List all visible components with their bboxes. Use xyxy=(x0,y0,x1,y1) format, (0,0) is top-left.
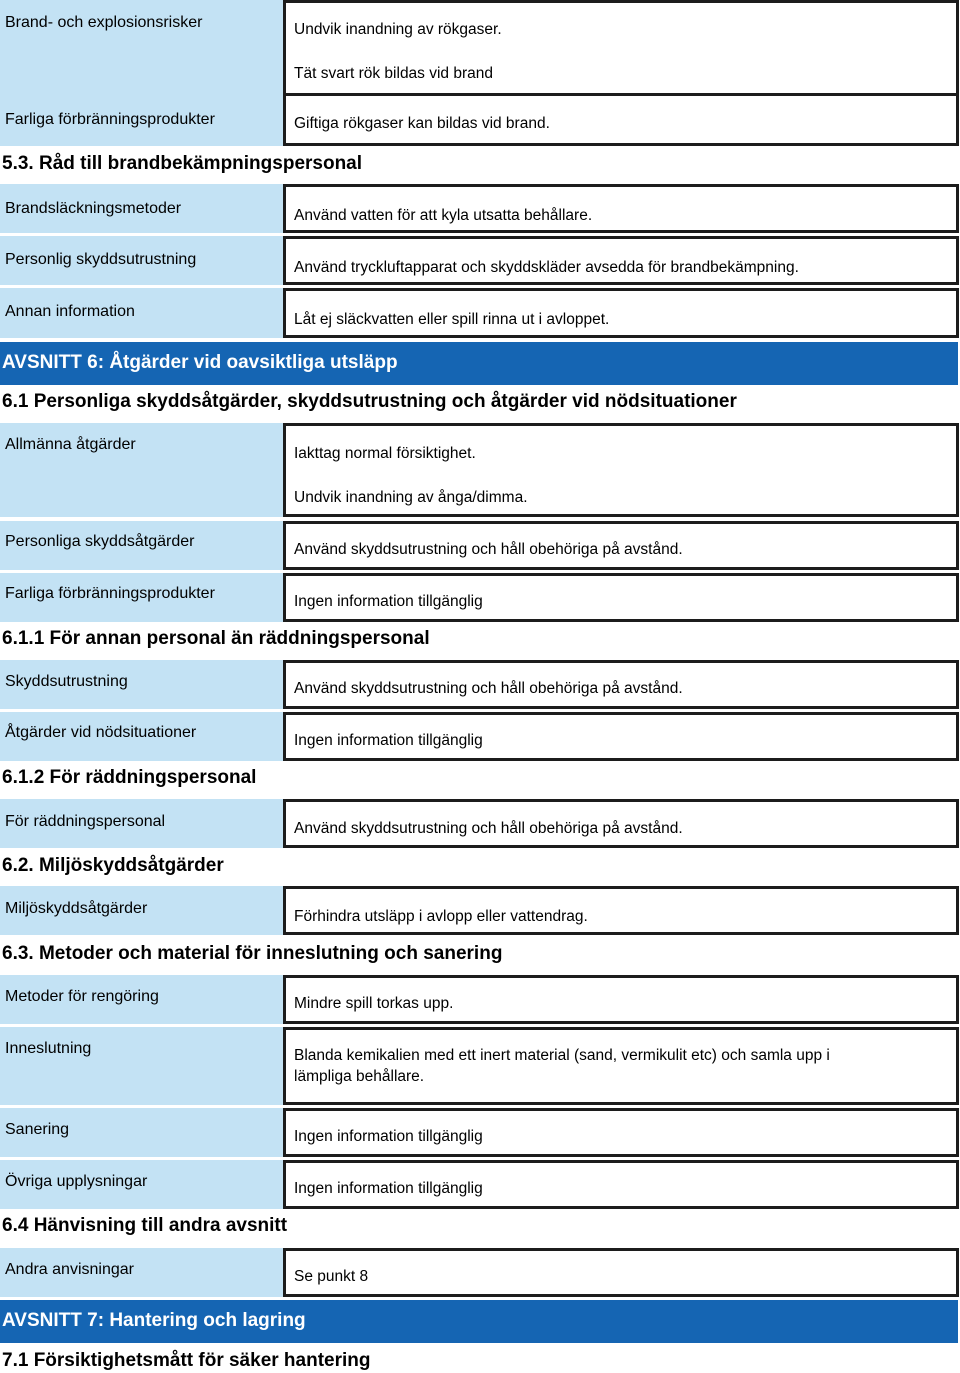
subheading: 6.1 Personliga skyddsåtgärder, skyddsutrustning och åtgärder vid nödsituationer xyxy=(2,391,737,412)
row-value-line: Ingen information tillgänglig xyxy=(294,732,483,749)
row-label: Inneslutning xyxy=(0,1027,283,1105)
row-value-line: Ingen information tillgänglig xyxy=(294,1128,483,1145)
row-value-line: Förhindra utsläpp i avlopp eller vattendrag. xyxy=(294,908,588,925)
row-value-line: Ingen information tillgänglig xyxy=(294,593,483,610)
row-label: För räddningspersonal xyxy=(0,799,283,848)
row-value-line: Använd skyddsutrustning och håll obehöriga på avstånd. xyxy=(294,680,683,697)
section-header: AVSNITT 6: Åtgärder vid oavsiktliga utsläpp xyxy=(0,342,958,385)
subheading: 6.3. Metoder och material för inneslutning och sanering xyxy=(2,943,503,964)
row-value xyxy=(283,1248,959,1297)
row-value-line: Undvik inandning av rökgaser. xyxy=(294,21,502,38)
row-value-line: Använd vatten för att kyla utsatta behållare. xyxy=(294,207,593,224)
row-label: Miljöskyddsåtgärder xyxy=(0,886,283,935)
row-value-line: Mindre spill torkas upp. xyxy=(294,995,454,1012)
row-label: Övriga upplysningar xyxy=(0,1160,283,1209)
row-value xyxy=(283,1027,959,1105)
row-value xyxy=(283,573,959,622)
row-label: Annan information xyxy=(0,288,283,338)
row-value xyxy=(283,423,959,517)
row-value-line: Använd skyddsutrustning och håll obehöriga på avstånd. xyxy=(294,820,683,837)
subheading: 6.1.1 För annan personal än räddningspersonal xyxy=(2,628,430,649)
row-label: Farliga förbränningsprodukter xyxy=(0,96,283,146)
row-value xyxy=(283,975,959,1024)
row-label: Skyddsutrustning xyxy=(0,660,283,709)
row-label: Sanering xyxy=(0,1108,283,1157)
row-value xyxy=(283,288,959,338)
row-value-line: Giftiga rökgaser kan bildas vid brand. xyxy=(294,115,550,132)
row-label: Personliga skyddsåtgärder xyxy=(0,521,283,570)
row-value xyxy=(283,236,959,285)
row-label: Andra anvisningar xyxy=(0,1248,283,1297)
row-value xyxy=(283,712,959,761)
subheading: 6.2. Miljöskyddsåtgärder xyxy=(2,855,224,876)
row-label: Farliga förbränningsprodukter xyxy=(0,573,283,622)
subheading: 5.3. Råd till brandbekämpningspersonal xyxy=(2,153,363,174)
row-value-line: Använd tryckluftapparat och skyddskläder avsedda för brandbekämpning. xyxy=(294,259,799,276)
row-value xyxy=(283,1108,959,1157)
row-label: Åtgärder vid nödsituationer xyxy=(0,712,283,761)
row-value xyxy=(283,521,959,570)
row-value-line: Blanda kemikalien med ett inert material (sand, vermikulit etc) och samla upp i xyxy=(294,1047,830,1064)
row-value-line: lämpliga behållare. xyxy=(294,1068,425,1085)
row-label: Brandsläckningsmetoder xyxy=(0,184,283,233)
row-value-line: Använd skyddsutrustning och håll obehöriga på avstånd. xyxy=(294,541,683,558)
row-value xyxy=(283,660,959,709)
row-value xyxy=(283,799,959,848)
subheading: 7.1 Försiktighetsmått för säker hantering xyxy=(2,1350,371,1371)
row-value-line: Tät svart rök bildas vid brand xyxy=(294,65,494,82)
row-value xyxy=(283,96,959,146)
row-value xyxy=(283,1160,959,1209)
row-value-line: Undvik inandning av ånga/dimma. xyxy=(294,489,528,506)
section-header: AVSNITT 7: Hantering och lagring xyxy=(0,1300,958,1343)
row-value xyxy=(283,184,959,233)
row-value-line: Låt ej släckvatten eller spill rinna ut i avloppet. xyxy=(294,311,610,328)
row-value-line: Ingen information tillgänglig xyxy=(294,1180,483,1197)
row-label: Metoder för rengöring xyxy=(0,975,283,1024)
row-value xyxy=(283,0,959,96)
subheading: 6.4 Hänvisning till andra avsnitt xyxy=(2,1215,288,1236)
row-label: Personlig skyddsutrustning xyxy=(0,236,283,285)
row-label: Allmänna åtgärder xyxy=(0,423,283,517)
row-value-line: Iakttag normal försiktighet. xyxy=(294,445,476,462)
subheading: 6.1.2 För räddningspersonal xyxy=(2,767,257,788)
row-label: Brand- och explosionsrisker xyxy=(0,0,283,96)
row-value xyxy=(283,886,959,935)
row-value-line: Se punkt 8 xyxy=(294,1268,369,1285)
